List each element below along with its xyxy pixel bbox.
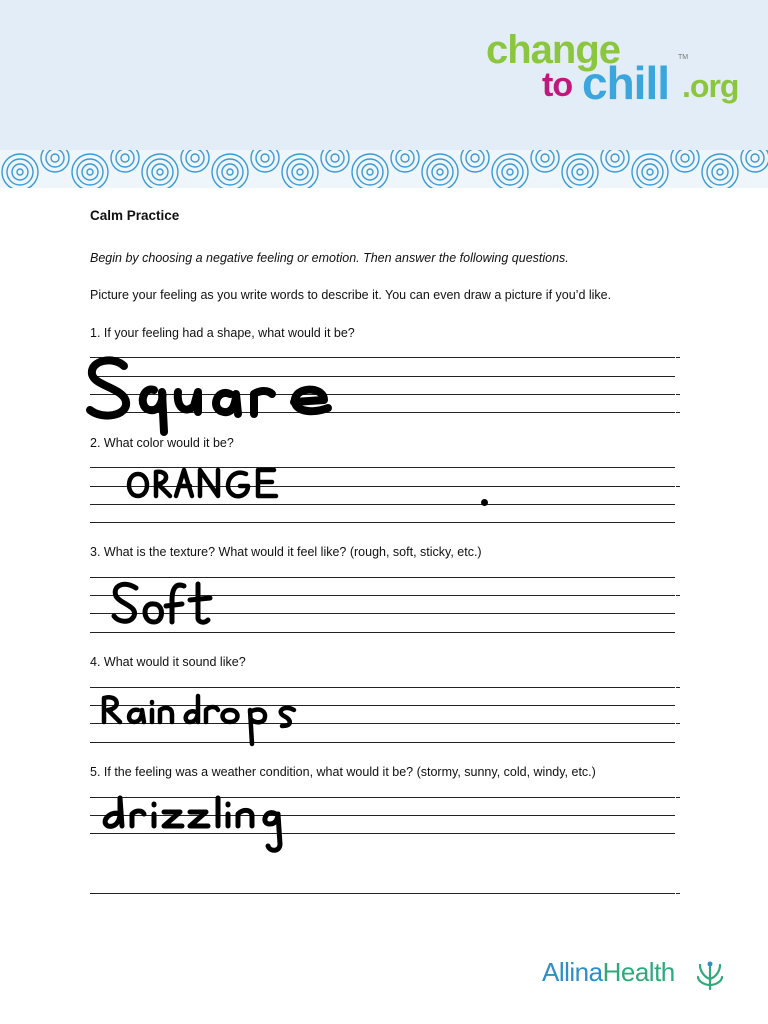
change-to-chill-logo[interactable] [486,28,739,110]
handwritten-answer-5[interactable] [98,794,298,861]
ink-dot [481,499,488,506]
handwritten-answer-1[interactable] [84,352,344,441]
answer-line [90,687,675,688]
answer-line [90,522,675,523]
logo-word-change: change [486,28,621,72]
swirl-pattern-icon [0,150,768,188]
question-2: 2. What color would it be? [90,436,234,450]
answer-3-handwriting [110,578,220,630]
logo-word-org: .org [682,68,739,104]
answer-4-handwriting [100,692,310,748]
answer-line [90,893,675,894]
question-4: 4. What would it sound like? [90,655,246,669]
logo-word-to: to [542,66,573,104]
allina-logo-text [542,957,675,988]
question-1: 1. If your feeling had a shape, what would it be? [90,326,355,340]
decorative-swirl-band [0,150,768,188]
worksheet-title: Calm Practice [90,208,180,223]
handwritten-answer-3[interactable] [110,578,220,635]
worksheet-intro: Begin by choosing a negative feeling or emotion. Then answer the following questions. [90,251,569,265]
logo-word-health: Health [602,957,675,987]
allina-leaf-icon [696,959,724,991]
logo-trademark: TM [678,54,689,61]
handwritten-answer-4[interactable] [100,692,310,753]
answer-2-handwriting [124,462,304,502]
question-5: 5. If the feeling was a weather condition, what would it be? (stormy, sunny, cold, windy, etc.) [90,765,596,779]
question-3: 3. What is the texture? What would it feel like? (rough, soft, sticky, etc.) [90,545,482,559]
worksheet-instruction: Picture your feeling as you write words to describe it. You can even draw a picture if you’d like. [90,288,612,302]
logo-word-chill: chill [582,57,670,109]
answer-5-handwriting [98,794,298,856]
handwritten-answer-2[interactable] [124,462,304,507]
allina-health-logo[interactable] [542,955,732,995]
logo-word-allina: Allina [542,957,603,987]
answer-1-handwriting [84,352,344,436]
header-band [0,0,768,150]
